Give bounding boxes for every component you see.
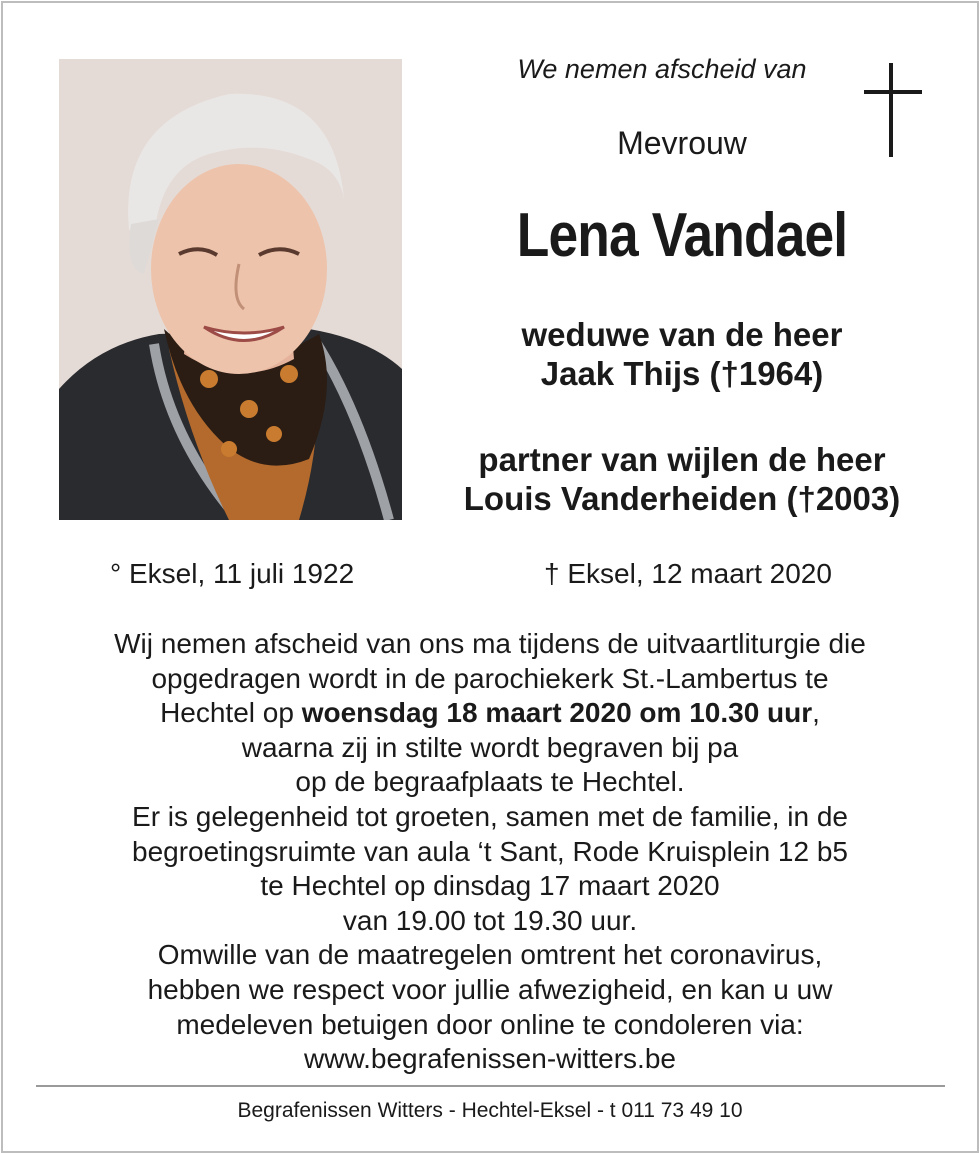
birth-date: ° Eksel, 11 juli 1922 xyxy=(110,558,355,589)
relation-widow-line1: weduwe van de heer xyxy=(521,316,843,353)
relation-partner-line2: Louis Vanderheiden (†2003) xyxy=(463,480,901,517)
body-line-pre: Hechtel op xyxy=(160,697,302,729)
body-line: van 19.00 tot 19.30 uur. xyxy=(342,904,638,936)
body-line: op de begraafplaats te Hechtel. xyxy=(295,766,685,798)
body-line: te Hechtel op dinsdag 17 maart 2020 xyxy=(260,870,720,902)
salutation: Mevrouw xyxy=(617,125,747,161)
relation-partner xyxy=(432,440,932,518)
body-line: hebben we respect voor jullie afwezigheid, en kan u uw xyxy=(147,973,833,1005)
body-line: medeleven betuigen door online te condoleren via: xyxy=(176,1008,804,1040)
relation-partner-line1: partner van wijlen de heer xyxy=(478,441,886,478)
intro-text: We nemen afscheid van xyxy=(517,54,807,84)
body-line: waarna zij in stilte wordt begraven bij pa xyxy=(241,731,739,763)
body-line: Omwille van de maatregelen omtrent het coronavirus, xyxy=(157,939,823,971)
portrait-photo xyxy=(59,59,402,520)
body-line: Wij nemen afscheid van ons ma tijdens de uitvaartliturgie die xyxy=(114,628,866,659)
body-line: opgedragen wordt in de parochiekerk St.-Lambertus te xyxy=(151,662,829,694)
body-line-post: , xyxy=(812,697,820,729)
footer-contact: Begrafenissen Witters - Hechtel-Eksel - t 011 73 49 10 xyxy=(237,1099,743,1122)
death-date: † Eksel, 12 maart 2020 xyxy=(544,558,832,589)
funeral-date-time: woensdag 18 maart 2020 om 10.30 uur xyxy=(301,697,813,729)
condolence-url[interactable]: www.begrafenissen-witters.be xyxy=(304,1043,676,1075)
body-line: Er is gelegenheid tot groeten, samen met de familie, in de xyxy=(132,800,848,832)
deceased-name: Lena Vandael xyxy=(516,201,848,270)
relation-widow xyxy=(432,315,932,393)
relation-widow-line2: Jaak Thijs (†1964) xyxy=(540,355,824,392)
body-line: begroetingsruimte van aula ‘t Sant, Rode Kruisplein 12 b5 xyxy=(132,835,848,867)
body-line xyxy=(40,696,940,731)
announcement-text xyxy=(40,627,940,1077)
footer-divider xyxy=(36,1085,945,1087)
